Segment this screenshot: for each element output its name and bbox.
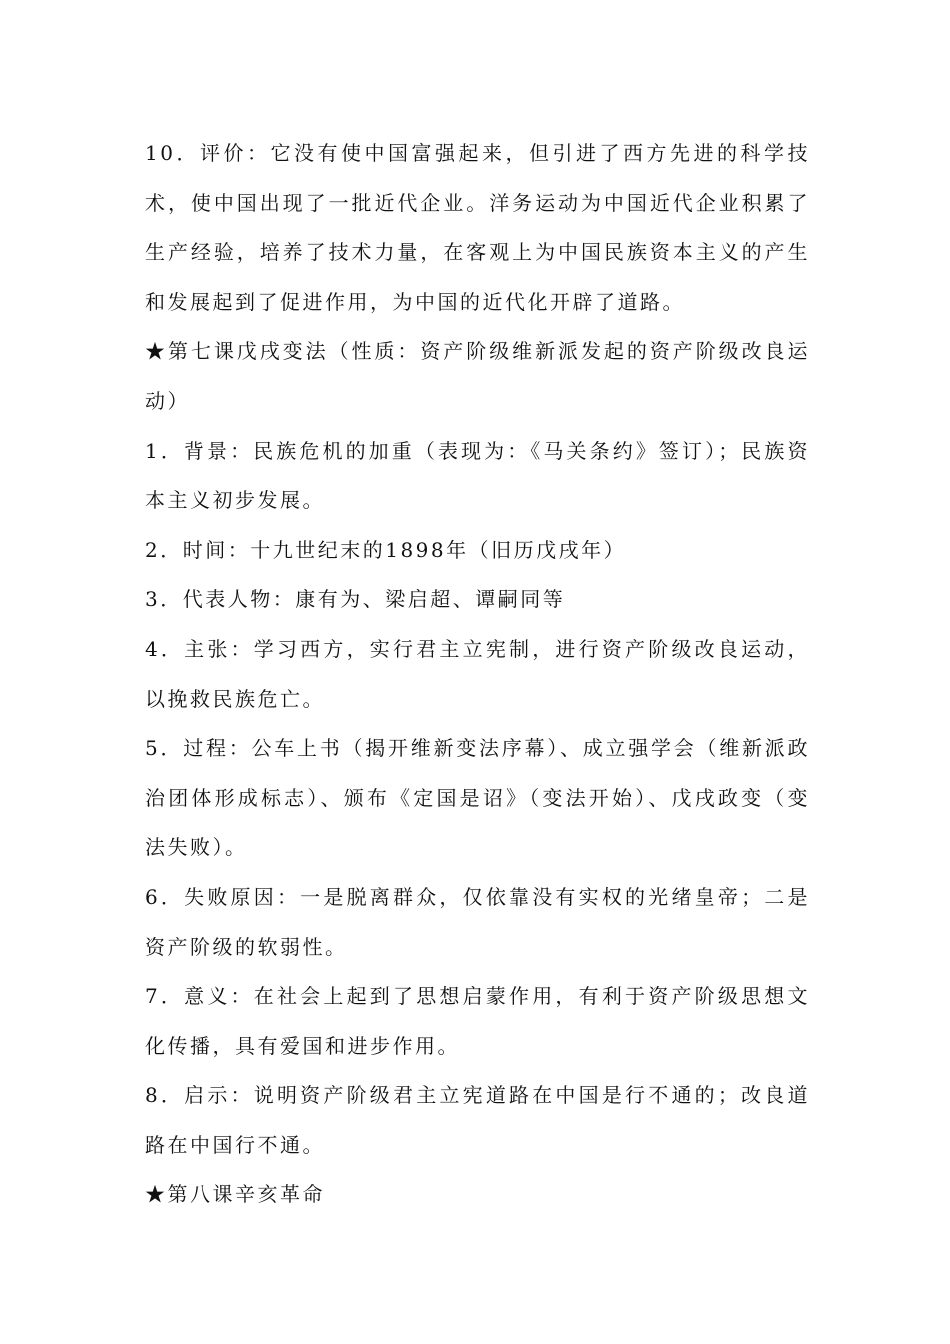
paragraph-proposal: 4．主张：学习西方，实行君主立宪制，进行资产阶级改良运动，以挽救民族危亡。 [145, 636, 810, 711]
paragraph-background: 1．背景：民族危机的加重（表现为：《马关条约》签订）；民族资本主义初步发展。 [145, 438, 810, 513]
paragraph-failure-reasons: 6．失败原因：一是脱离群众，仅依靠没有实权的光绪皇帝；二是资产阶级的软弱性。 [145, 884, 810, 959]
paragraph-significance: 7．意义：在社会上起到了思想启蒙作用，有利于资产阶级思想文化传播，具有爱国和进步作用。 [145, 984, 810, 1058]
lesson-8-heading: ★第八课辛亥革命 [145, 1182, 325, 1207]
paragraph-figures: 3．代表人物：康有为、梁启超、谭嗣同等 [145, 587, 566, 612]
document-body [145, 129, 810, 1220]
lesson-7-heading: ★第七课戊戌变法（性质：资产阶级维新派发起的资产阶级改良运动） [145, 339, 810, 413]
paragraph-lesson: 8．启示：说明资产阶级君主立宪道路在中国是行不通的；改良道路在中国行不通。 [145, 1083, 810, 1157]
paragraph-time: 2．时间：十九世纪末的1898年（旧历戊戌年） [145, 537, 627, 562]
paragraph-evaluation: 10．评价：它没有使中国富强起来，但引进了西方先进的科学技术，使中国出现了一批近代企业。洋务运动为中国近代企业积累了生产经验，培养了技术力量，在客观上为中国民族资本主义的产生和发展起到了促进作用，为中国的近代化开辟了道路。 [145, 141, 810, 314]
paragraph-process: 5．过程：公车上书（揭开维新变法序幕）、成立强学会（维新派政治团体形成标志）、颁布《定国是诏》（变法开始）、戊戌政变（变法失败）。 [145, 736, 810, 860]
